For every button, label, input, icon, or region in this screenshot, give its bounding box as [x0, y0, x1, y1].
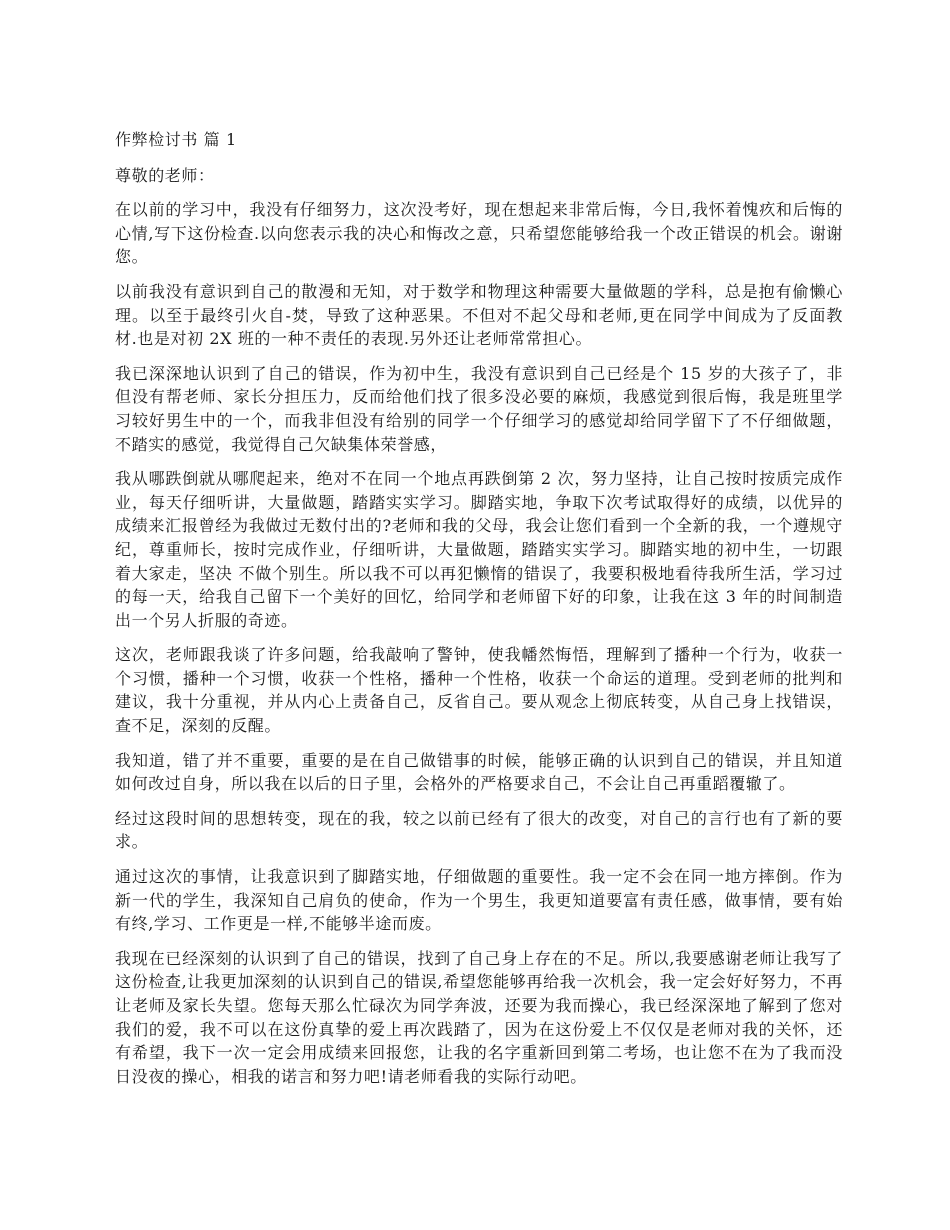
paragraph-5: 这次，老师跟我谈了许多问题，给我敲响了警钟，使我幡然悔悟，理解到了播种一个行为，收获一个习惯，播种一个习惯，收获一个性格，播种一个性格，收获一个命运的道理。受到老师的批判和建议，我十分重视，并从内心上责备自己，反省自己。要从观念上彻底转变，从自己身上找错误，查不足，深刻的反醒。 [115, 645, 843, 736]
paragraph-6: 我知道，错了并不重要，重要的是在自己做错事的时候，能够正确的认识到自己的错误，并且知道如何改过自身，所以我在以后的日子里，会格外的严格要求自己，不会让自己再重蹈覆辙了。 [115, 750, 843, 794]
document-title: 作弊检讨书 篇 1 [115, 130, 237, 149]
paragraph-3: 我已深深地认识到了自己的错误，作为初中生，我没有意识到自己已经是个 15 岁的大孩子了，非但没有帮老师、家长分担压力，反而给他们找了很多没必要的麻烦，我感觉到很后悔，我是班里学习较好男生中的一个，而我非但没有给别的同学一个仔细学习的感觉却给同学留下了不仔细做题，不踏实的感觉，我觉得自己欠缺集体荣誉感， [115, 363, 843, 454]
paragraph-4: 我从哪跌倒就从哪爬起来，绝对不在同一个地点再跌倒第 2 次，努力坚持，让自己按时按质完成作业，每天仔细听讲，大量做题，踏踏实实学习。脚踏实地，争取下次考试取得好的成绩，以优异的成绩来汇报曾经为我做过无数付出的?老师和我的父母，我会让您们看到一个全新的我，一个遵规守纪，尊重师长，按时完成作业，仔细听讲，大量做题，踏踏实实学习。脚踏实地的初中生，一切跟着大家走，坚决 不做个别生。所以我不可以再犯懒惰的错误了，我要积极地看待我所生活，学习过的每一天，给我自己留下一个美好的回忆，给同学和老师留下好的印象，让我在这 3 年的时间制造出一个另人折服的奇迹。 [115, 469, 843, 630]
paragraph-8: 通过这次的事情，让我意识到了脚踏实地，仔细做题的重要性。我一定不会在同一地方摔倒。作为新一代的学生，我深知自己肩负的使命，作为一个男生，我更知道要富有责任感，做事情，要有始有终,学习、工作更是一样,不能够半途而废。 [115, 867, 843, 934]
paragraph-2: 以前我没有意识到自己的散漫和无知，对于数学和物理这种需要大量做题的学科，总是抱有偷懒心理。以至于最终引火自-焚，导致了这种恶果。不但对不起父母和老师,更在同学中间成为了反面教材.也是对初 2X 班的一种不责任的表现.另外还让老师常常担心。 [115, 281, 843, 349]
paragraph-1: 在以前的学习中，我没有仔细努力，这次没考好，现在想起来非常后悔，今日,我怀着愧疚和后悔的心情,写下这份检查.以向您表示我的决心和悔改之意，只希望您能够给我一个改正错误的机会。谢谢您。 [115, 200, 843, 267]
paragraph-7: 经过这段时间的思想转变，现在的我，较之以前已经有了很大的改变，对自己的言行也有了新的要求。 [115, 808, 843, 852]
salutation: 尊敬的老师： [115, 165, 215, 185]
paragraph-9: 我现在已经深刻的认识到了自己的错误，找到了自己身上存在的不足。所以,我要感谢老师让我写了这份检查,让我更加深刻的认识到自己的错误,希望您能够再给我一次机会，我一定会好好努力，不再让老师及家长失望。您每天那么忙碌次为同学奔波，还要为我而操心，我已经深深地了解到了您对我们的爱，我不可以在这份真挚的爱上再次践踏了，因为在这份爱上不仅仅是老师对我的关怀，还有希望，我下一次一定会用成绩来回报您，让我的名字重新回到第二考场，也让您不在为了我而没日没夜的操心，相我的诺言和努力吧!请老师看我的实际行动吧。 [115, 948, 843, 1086]
document-page [115, 128, 843, 1099]
